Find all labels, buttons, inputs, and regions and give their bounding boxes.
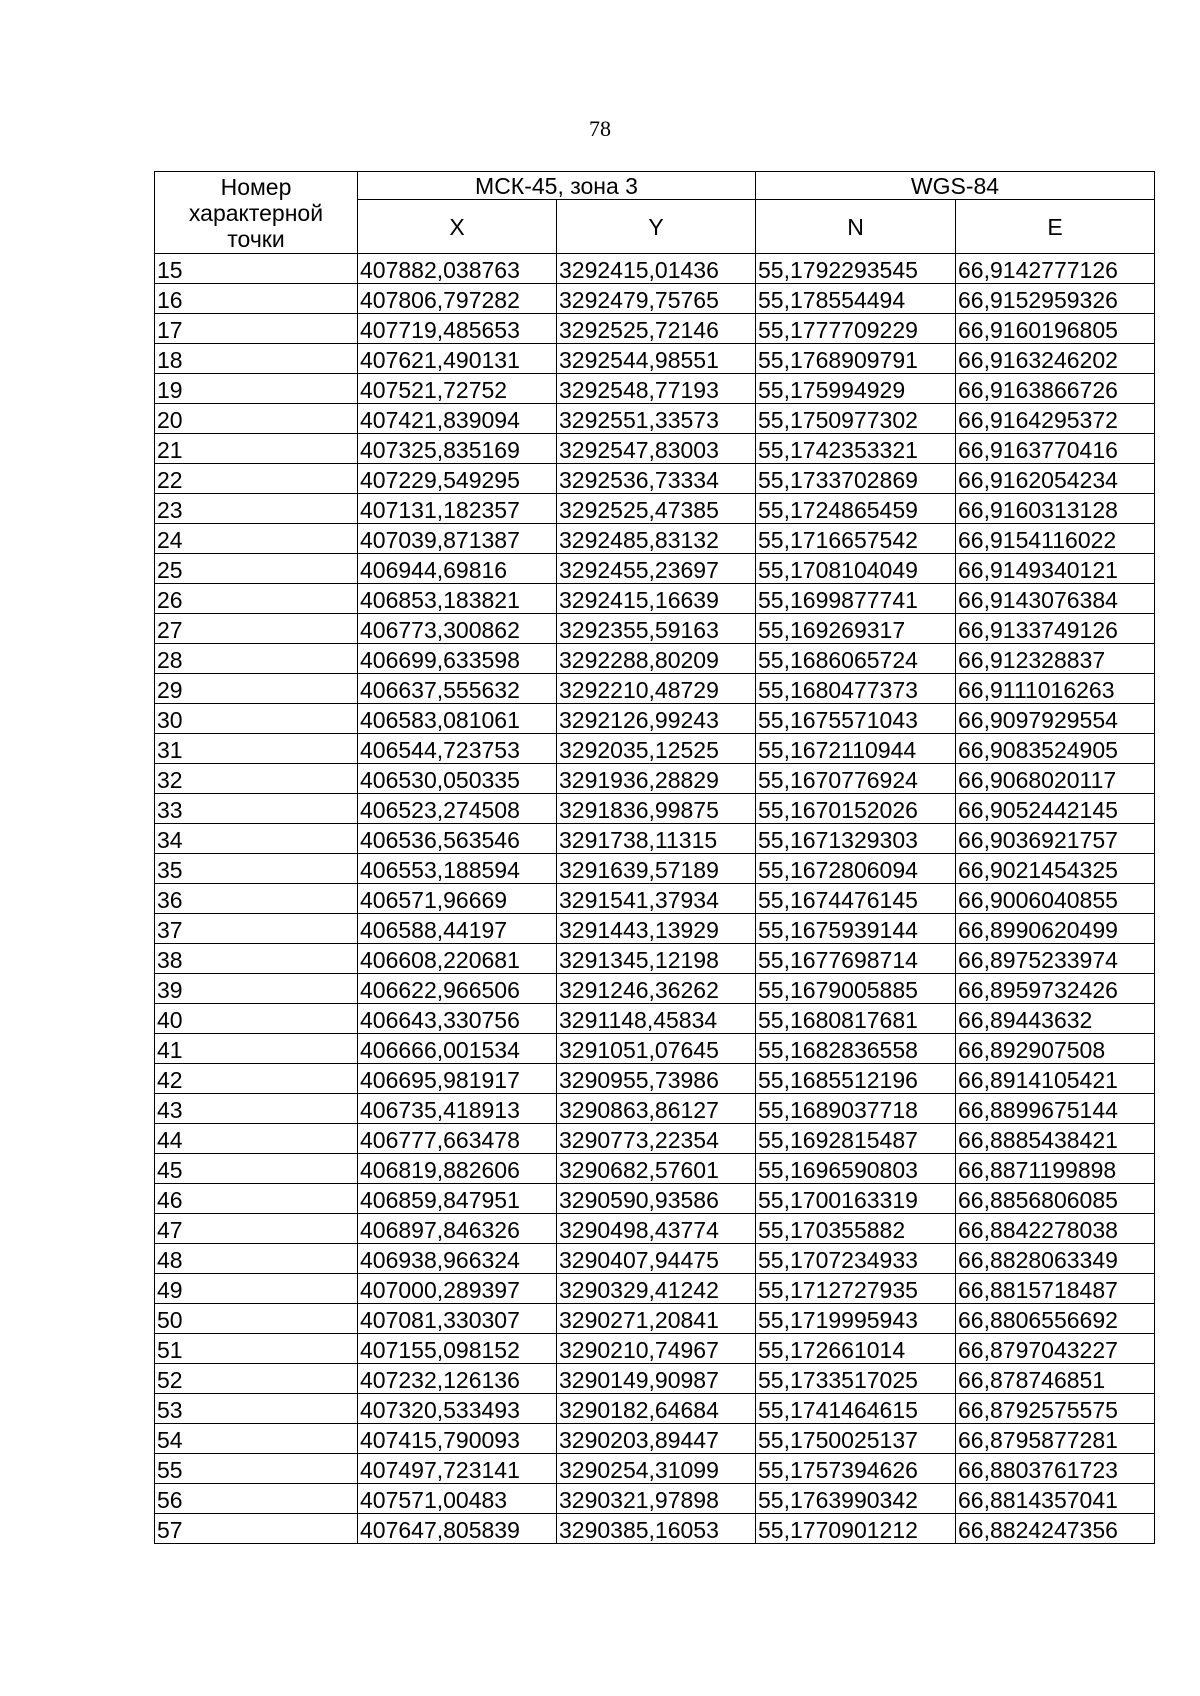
y-cell: 3292479,75765 (557, 284, 756, 314)
y-cell: 3290590,93586 (557, 1184, 756, 1214)
y-cell: 3291836,99875 (557, 794, 756, 824)
e-cell: 66,9021454325 (956, 854, 1155, 884)
x-cell: 406777,663478 (358, 1124, 557, 1154)
y-cell: 3291541,37934 (557, 884, 756, 914)
x-cell: 406853,183821 (358, 584, 557, 614)
point-number-cell: 24 (155, 524, 358, 554)
x-cell: 407415,790093 (358, 1424, 557, 1454)
n-cell: 55,1675939144 (756, 914, 956, 944)
point-number-cell: 47 (155, 1214, 358, 1244)
point-number-cell: 53 (155, 1394, 358, 1424)
n-cell: 55,1679005885 (756, 974, 956, 1004)
table-row (155, 674, 1155, 704)
table-row (155, 1214, 1155, 1244)
wgs84-group-header: WGS-84 (756, 172, 1155, 200)
e-cell: 66,912328837 (956, 644, 1155, 674)
x-cell: 407320,533493 (358, 1394, 557, 1424)
n-cell: 55,172661014 (756, 1334, 956, 1364)
table-row (155, 314, 1155, 344)
table-row (155, 944, 1155, 974)
y-cell: 3292415,16639 (557, 584, 756, 614)
x-cell: 407621,490131 (358, 344, 557, 374)
point-number-cell: 18 (155, 344, 358, 374)
y-cell: 3291936,28829 (557, 764, 756, 794)
y-cell: 3290863,86127 (557, 1094, 756, 1124)
table-row (155, 344, 1155, 374)
x-cell: 406571,96669 (358, 884, 557, 914)
point-number-cell: 55 (155, 1454, 358, 1484)
n-cell: 55,1770901212 (756, 1514, 956, 1544)
x-cell: 406544,723753 (358, 734, 557, 764)
table-row (155, 914, 1155, 944)
x-cell: 407000,289397 (358, 1274, 557, 1304)
table-row (155, 1304, 1155, 1334)
table-row (155, 1244, 1155, 1274)
n-cell: 55,169269317 (756, 614, 956, 644)
table-row (155, 1004, 1155, 1034)
table-row (155, 794, 1155, 824)
n-cell: 55,1675571043 (756, 704, 956, 734)
y-cell: 3290210,74967 (557, 1334, 756, 1364)
table-row (155, 1034, 1155, 1064)
point-number-cell: 52 (155, 1364, 358, 1394)
table-row (155, 824, 1155, 854)
e-cell: 66,9142777126 (956, 254, 1155, 284)
y-cell: 3290271,20841 (557, 1304, 756, 1334)
table-row (155, 524, 1155, 554)
point-number-cell: 44 (155, 1124, 358, 1154)
e-cell: 66,9006040855 (956, 884, 1155, 914)
n-cell: 55,1672806094 (756, 854, 956, 884)
point-number-cell: 26 (155, 584, 358, 614)
table-row (155, 284, 1155, 314)
x-cell: 407325,835169 (358, 434, 557, 464)
y-cell: 3291246,36262 (557, 974, 756, 1004)
table-row (155, 1154, 1155, 1184)
x-cell: 406643,330756 (358, 1004, 557, 1034)
x-cell: 407131,182357 (358, 494, 557, 524)
e-cell: 66,9052442145 (956, 794, 1155, 824)
e-cell: 66,8842278038 (956, 1214, 1155, 1244)
table-row (155, 1424, 1155, 1454)
point-number-cell: 51 (155, 1334, 358, 1364)
e-cell: 66,8959732426 (956, 974, 1155, 1004)
point-number-cell: 43 (155, 1094, 358, 1124)
e-cell: 66,9143076384 (956, 584, 1155, 614)
e-cell: 66,8871199898 (956, 1154, 1155, 1184)
n-cell: 55,1792293545 (756, 254, 956, 284)
e-cell: 66,9160196805 (956, 314, 1155, 344)
n-cell: 55,1750977302 (756, 404, 956, 434)
e-cell: 66,9097929554 (956, 704, 1155, 734)
n-column-header: N (756, 200, 956, 254)
n-cell: 55,1777709229 (756, 314, 956, 344)
x-cell: 407421,839094 (358, 404, 557, 434)
table-row (155, 554, 1155, 584)
n-cell: 55,1685512196 (756, 1064, 956, 1094)
x-cell: 406859,847951 (358, 1184, 557, 1214)
x-cell: 406944,69816 (358, 554, 557, 584)
e-cell: 66,8975233974 (956, 944, 1155, 974)
e-cell: 66,9164295372 (956, 404, 1155, 434)
y-cell: 3292551,33573 (557, 404, 756, 434)
point-number-cell: 15 (155, 254, 358, 284)
point-number-cell: 40 (155, 1004, 358, 1034)
y-cell: 3292536,73334 (557, 464, 756, 494)
y-cell: 3290329,41242 (557, 1274, 756, 1304)
y-cell: 3291051,07645 (557, 1034, 756, 1064)
x-cell: 406735,418913 (358, 1094, 557, 1124)
table-row (155, 1094, 1155, 1124)
e-cell: 66,8914105421 (956, 1064, 1155, 1094)
n-cell: 55,1680477373 (756, 674, 956, 704)
n-cell: 55,175994929 (756, 374, 956, 404)
table-row (155, 434, 1155, 464)
point-number-cell: 36 (155, 884, 358, 914)
table-body (155, 254, 1155, 1544)
e-cell: 66,8815718487 (956, 1274, 1155, 1304)
table-row (155, 1484, 1155, 1514)
y-cell: 3290773,22354 (557, 1124, 756, 1154)
point-number-cell: 25 (155, 554, 358, 584)
n-cell: 55,1670776924 (756, 764, 956, 794)
y-cell: 3291639,57189 (557, 854, 756, 884)
table-row (155, 584, 1155, 614)
x-cell: 407497,723141 (358, 1454, 557, 1484)
n-cell: 55,1672110944 (756, 734, 956, 764)
y-cell: 3290407,94475 (557, 1244, 756, 1274)
e-cell: 66,878746851 (956, 1364, 1155, 1394)
point-number-cell: 16 (155, 284, 358, 314)
x-cell: 406583,081061 (358, 704, 557, 734)
n-cell: 55,1708104049 (756, 554, 956, 584)
e-cell: 66,8899675144 (956, 1094, 1155, 1124)
e-cell: 66,89443632 (956, 1004, 1155, 1034)
point-number-cell: 30 (155, 704, 358, 734)
n-cell: 55,1750025137 (756, 1424, 956, 1454)
point-number-cell: 20 (155, 404, 358, 434)
point-number-cell: 41 (155, 1034, 358, 1064)
point-number-header-line: точки (227, 225, 285, 252)
table-row (155, 1064, 1155, 1094)
e-cell: 66,9036921757 (956, 824, 1155, 854)
n-cell: 55,1692815487 (756, 1124, 956, 1154)
n-cell: 55,1712727935 (756, 1274, 956, 1304)
x-cell: 406536,563546 (358, 824, 557, 854)
point-number-cell: 48 (155, 1244, 358, 1274)
e-cell: 66,8803761723 (956, 1454, 1155, 1484)
point-number-cell: 49 (155, 1274, 358, 1304)
table-row (155, 494, 1155, 524)
e-cell: 66,8806556692 (956, 1304, 1155, 1334)
n-cell: 55,1733702869 (756, 464, 956, 494)
n-cell: 55,1757394626 (756, 1454, 956, 1484)
e-cell: 66,9163770416 (956, 434, 1155, 464)
y-cell: 3292455,23697 (557, 554, 756, 584)
n-cell: 55,1741464615 (756, 1394, 956, 1424)
point-number-cell: 17 (155, 314, 358, 344)
y-cell: 3290682,57601 (557, 1154, 756, 1184)
n-cell: 55,1719995943 (756, 1304, 956, 1334)
y-cell: 3290385,16053 (557, 1514, 756, 1544)
x-cell: 406897,846326 (358, 1214, 557, 1244)
table-row (155, 734, 1155, 764)
point-number-cell: 19 (155, 374, 358, 404)
y-cell: 3292415,01436 (557, 254, 756, 284)
x-cell: 407806,797282 (358, 284, 557, 314)
x-cell: 407571,00483 (358, 1484, 557, 1514)
table-row (155, 854, 1155, 884)
point-number-cell: 27 (155, 614, 358, 644)
e-cell: 66,9111016263 (956, 674, 1155, 704)
y-cell: 3290498,43774 (557, 1214, 756, 1244)
point-number-cell: 45 (155, 1154, 358, 1184)
e-cell: 66,9163866726 (956, 374, 1155, 404)
y-column-header: Y (557, 200, 756, 254)
table-row (155, 1454, 1155, 1484)
point-number-cell: 28 (155, 644, 358, 674)
table-row (155, 1394, 1155, 1424)
y-cell: 3292126,99243 (557, 704, 756, 734)
e-cell: 66,9154116022 (956, 524, 1155, 554)
point-number-cell: 33 (155, 794, 358, 824)
y-cell: 3292525,72146 (557, 314, 756, 344)
table-row (155, 704, 1155, 734)
point-number-cell: 39 (155, 974, 358, 1004)
n-cell: 55,1682836558 (756, 1034, 956, 1064)
e-column-header: E (956, 200, 1155, 254)
point-number-cell: 29 (155, 674, 358, 704)
y-cell: 3291148,45834 (557, 1004, 756, 1034)
x-cell: 406938,966324 (358, 1244, 557, 1274)
y-cell: 3290149,90987 (557, 1364, 756, 1394)
y-cell: 3292210,48729 (557, 674, 756, 704)
y-cell: 3292544,98551 (557, 344, 756, 374)
x-cell: 407232,126136 (358, 1364, 557, 1394)
table-row (155, 254, 1155, 284)
e-cell: 66,8814357041 (956, 1484, 1155, 1514)
n-cell: 55,178554494 (756, 284, 956, 314)
e-cell: 66,9083524905 (956, 734, 1155, 764)
point-number-cell: 54 (155, 1424, 358, 1454)
n-cell: 55,1700163319 (756, 1184, 956, 1214)
y-cell: 3290203,89447 (557, 1424, 756, 1454)
y-cell: 3291443,13929 (557, 914, 756, 944)
n-cell: 55,1724865459 (756, 494, 956, 524)
table-row (155, 404, 1155, 434)
table-header-row (155, 172, 1155, 200)
y-cell: 3292525,47385 (557, 494, 756, 524)
y-cell: 3290955,73986 (557, 1064, 756, 1094)
x-cell: 407647,805839 (358, 1514, 557, 1544)
y-cell: 3291738,11315 (557, 824, 756, 854)
point-number-cell: 32 (155, 764, 358, 794)
x-cell: 407719,485653 (358, 314, 557, 344)
e-cell: 66,8856806085 (956, 1184, 1155, 1214)
x-cell: 406523,274508 (358, 794, 557, 824)
point-number-cell: 56 (155, 1484, 358, 1514)
point-number-cell: 46 (155, 1184, 358, 1214)
e-cell: 66,9152959326 (956, 284, 1155, 314)
x-cell: 407155,098152 (358, 1334, 557, 1364)
x-cell: 406666,001534 (358, 1034, 557, 1064)
e-cell: 66,9162054234 (956, 464, 1155, 494)
point-number-cell: 42 (155, 1064, 358, 1094)
point-number-cell: 34 (155, 824, 358, 854)
e-cell: 66,9149340121 (956, 554, 1155, 584)
msk45-group-header: МСК-45, зона 3 (358, 172, 756, 200)
e-cell: 66,8828063349 (956, 1244, 1155, 1274)
table-row (155, 764, 1155, 794)
n-cell: 55,1689037718 (756, 1094, 956, 1124)
x-cell: 407081,330307 (358, 1304, 557, 1334)
e-cell: 66,9160313128 (956, 494, 1155, 524)
n-cell: 55,1670152026 (756, 794, 956, 824)
point-number-cell: 21 (155, 434, 358, 464)
n-cell: 55,1674476145 (756, 884, 956, 914)
x-cell: 406588,44197 (358, 914, 557, 944)
x-cell: 407521,72752 (358, 374, 557, 404)
x-cell: 406622,966506 (358, 974, 557, 1004)
x-cell: 406608,220681 (358, 944, 557, 974)
x-cell: 407229,549295 (358, 464, 557, 494)
n-cell: 55,170355882 (756, 1214, 956, 1244)
y-cell: 3290254,31099 (557, 1454, 756, 1484)
e-cell: 66,8792575575 (956, 1394, 1155, 1424)
e-cell: 66,8797043227 (956, 1334, 1155, 1364)
point-number-cell: 38 (155, 944, 358, 974)
n-cell: 55,1699877741 (756, 584, 956, 614)
n-cell: 55,1680817681 (756, 1004, 956, 1034)
point-number-cell: 50 (155, 1304, 358, 1334)
x-cell: 406695,981917 (358, 1064, 557, 1094)
x-cell: 407039,871387 (358, 524, 557, 554)
table-row (155, 464, 1155, 494)
table-row (155, 374, 1155, 404)
point-number-cell: 57 (155, 1514, 358, 1544)
point-number-header (155, 172, 358, 254)
x-cell: 406819,882606 (358, 1154, 557, 1184)
x-cell: 406699,633598 (358, 644, 557, 674)
coordinates-table (154, 171, 1155, 1544)
x-cell: 406773,300862 (358, 614, 557, 644)
e-cell: 66,8885438421 (956, 1124, 1155, 1154)
y-cell: 3292288,80209 (557, 644, 756, 674)
n-cell: 55,1768909791 (756, 344, 956, 374)
table-row (155, 614, 1155, 644)
table-row (155, 884, 1155, 914)
y-cell: 3292548,77193 (557, 374, 756, 404)
e-cell: 66,8824247356 (956, 1514, 1155, 1544)
e-cell: 66,892907508 (956, 1034, 1155, 1064)
y-cell: 3292547,83003 (557, 434, 756, 464)
point-number-cell: 23 (155, 494, 358, 524)
table-row (155, 1184, 1155, 1214)
table-row (155, 1334, 1155, 1364)
point-number-cell: 31 (155, 734, 358, 764)
table-row (155, 1514, 1155, 1544)
table-row (155, 1274, 1155, 1304)
n-cell: 55,1671329303 (756, 824, 956, 854)
x-cell: 406637,555632 (358, 674, 557, 704)
x-column-header: X (358, 200, 557, 254)
e-cell: 66,9163246202 (956, 344, 1155, 374)
e-cell: 66,8990620499 (956, 914, 1155, 944)
table-row (155, 1364, 1155, 1394)
point-number-header-line: Номер (220, 173, 292, 200)
table-row (155, 1124, 1155, 1154)
x-cell: 406553,188594 (358, 854, 557, 884)
n-cell: 55,1707234933 (756, 1244, 956, 1274)
point-number-cell: 22 (155, 464, 358, 494)
n-cell: 55,1763990342 (756, 1484, 956, 1514)
e-cell: 66,9133749126 (956, 614, 1155, 644)
x-cell: 407882,038763 (358, 254, 557, 284)
e-cell: 66,8795877281 (956, 1424, 1155, 1454)
n-cell: 55,1742353321 (756, 434, 956, 464)
page-number: 78 (589, 116, 611, 141)
y-cell: 3290182,64684 (557, 1394, 756, 1424)
n-cell: 55,1696590803 (756, 1154, 956, 1184)
e-cell: 66,9068020117 (956, 764, 1155, 794)
n-cell: 55,1677698714 (756, 944, 956, 974)
n-cell: 55,1686065724 (756, 644, 956, 674)
y-cell: 3291345,12198 (557, 944, 756, 974)
y-cell: 3292355,59163 (557, 614, 756, 644)
y-cell: 3292485,83132 (557, 524, 756, 554)
table-row (155, 644, 1155, 674)
y-cell: 3290321,97898 (557, 1484, 756, 1514)
n-cell: 55,1733517025 (756, 1364, 956, 1394)
x-cell: 406530,050335 (358, 764, 557, 794)
point-number-cell: 35 (155, 854, 358, 884)
point-number-header-line: характерной (188, 199, 324, 226)
y-cell: 3292035,12525 (557, 734, 756, 764)
point-number-cell: 37 (155, 914, 358, 944)
n-cell: 55,1716657542 (756, 524, 956, 554)
table-row (155, 974, 1155, 1004)
